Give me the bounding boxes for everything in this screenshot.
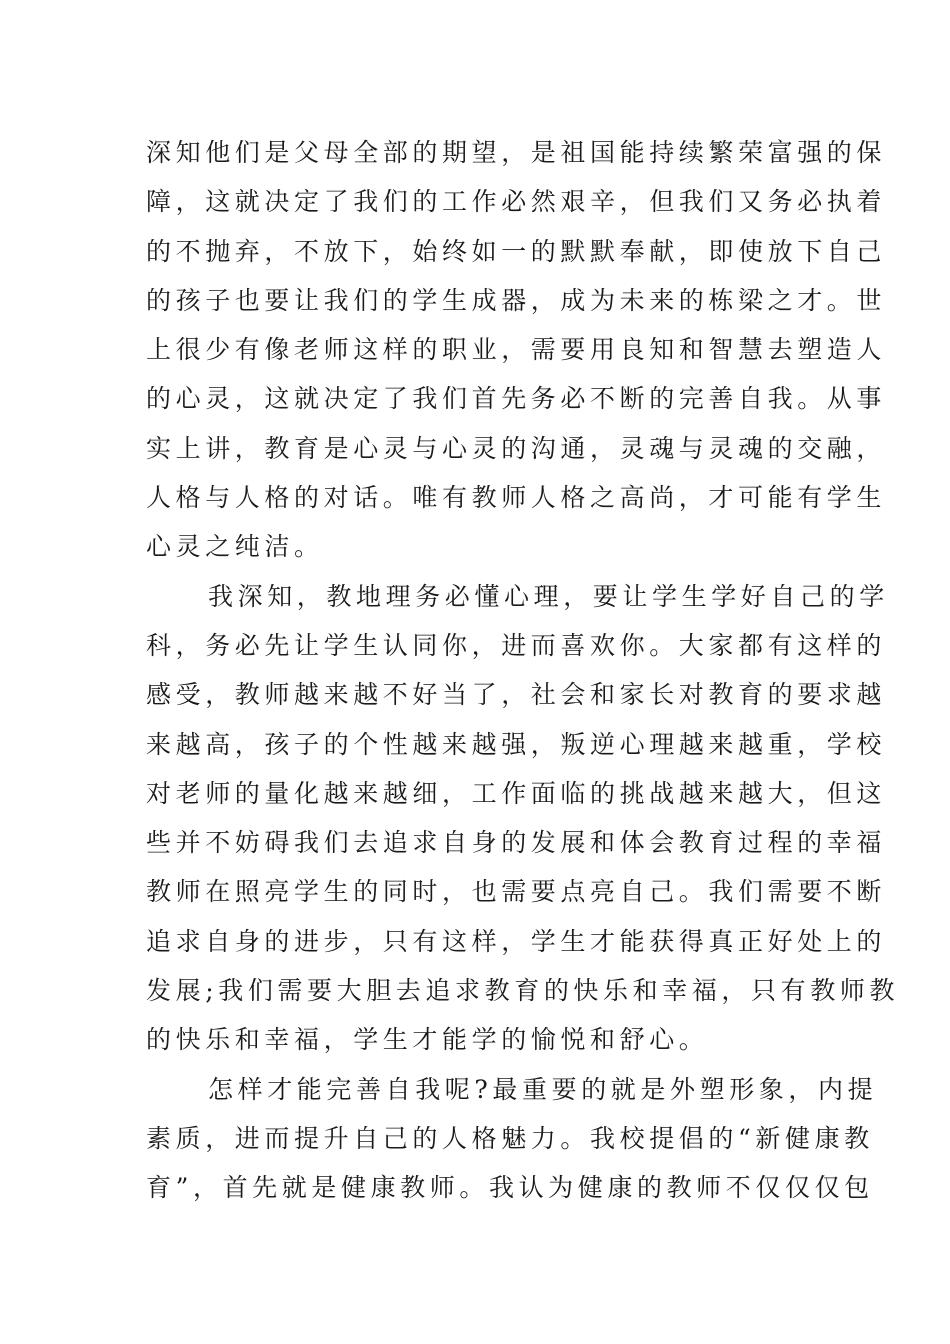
text-line: 深知他们是父母全部的期望，是祖国能持续繁荣富强的保 xyxy=(146,138,887,167)
text-line: 人格与人格的对话。唯有教师人格之高尚，才可能有学生 xyxy=(146,483,887,513)
text-line: 对老师的量化越来越细，工作面临的挑战越来越大，但这 xyxy=(146,778,887,808)
text-line: 的不抛弃，不放下，始终如一的默默奉献，即使放下自己 xyxy=(146,236,887,266)
text-line: 的快乐和幸福，学生才能学的愉悦和舒心。 xyxy=(146,1025,709,1055)
text-line: 实上讲，教育是心灵与心灵的沟通，灵魂与灵魂的交融， xyxy=(146,433,887,463)
paragraph-2 xyxy=(146,572,900,1065)
paragraph-3 xyxy=(146,1065,878,1213)
text-line: 来越高，孩子的个性越来越强，叛逆心理越来越重，学校 xyxy=(146,729,887,759)
text-line: 些并不妨碍我们去追求自身的发展和体会教育过程的幸福 xyxy=(146,828,887,858)
body-text xyxy=(146,128,900,1213)
text-line: 上很少有像老师这样的职业，需要用良知和智慧去塑造人 xyxy=(146,335,887,365)
text-line: 发展;我们需要大胆去追求教育的快乐和幸福，只有教师教 xyxy=(146,976,900,1006)
text-line: 怎样才能完善自我呢?最重要的就是外塑形象，内提 xyxy=(208,1074,878,1104)
text-line: 育”，首先就是健康教师。我认为健康的教师不仅仅仅包 xyxy=(146,1173,874,1203)
text-line: 科，务必先让学生认同你，进而喜欢你。大家都有这样的 xyxy=(146,630,887,660)
text-line: 追求自身的进步，只有这样，学生才能获得真正好处上的 xyxy=(146,926,887,956)
text-line: 障，这就决定了我们的工作必然艰辛，但我们又务必执着 xyxy=(146,187,887,217)
text-line: 素质，进而提升自己的人格魅力。我校提倡的“新健康教 xyxy=(146,1123,874,1153)
text-line: 我深知，教地理务必懂心理，要让学生学好自己的学 xyxy=(208,581,889,611)
text-line: 心灵之纯洁。 xyxy=(146,532,324,562)
text-line: 的心灵，这就决定了我们首先务必不断的完善自我。从事 xyxy=(146,384,887,414)
text-line: 的孩子也要让我们的学生成器，成为未来的栋梁之才。世 xyxy=(146,285,887,315)
text-line: 教师在照亮学生的同时，也需要点亮自己。我们需要不断 xyxy=(146,877,887,907)
text-line: 感受，教师越来越不好当了，社会和家长对教育的要求越 xyxy=(146,680,887,710)
paragraph-1 xyxy=(146,128,887,572)
